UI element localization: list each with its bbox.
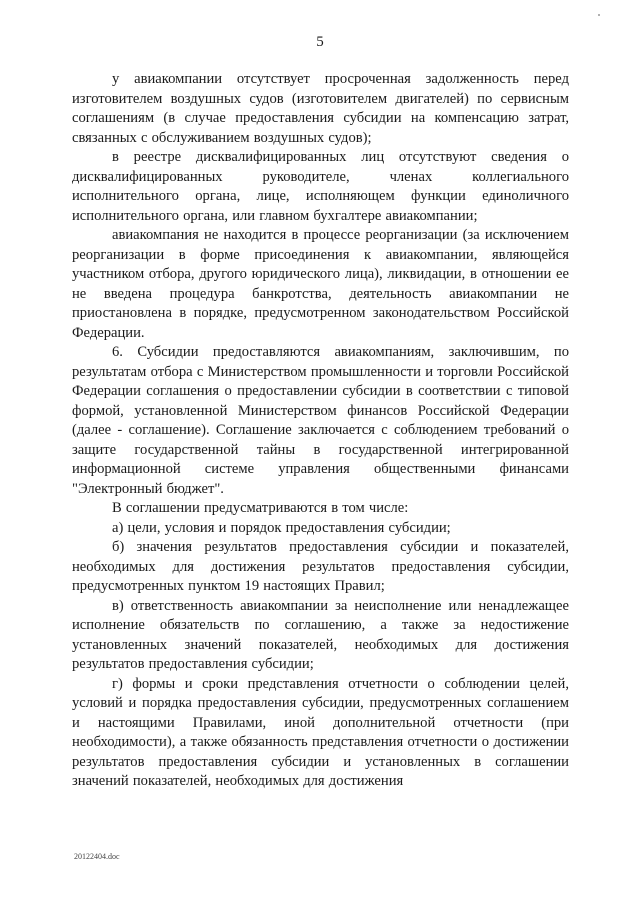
page-number: 5 — [316, 34, 324, 50]
footer-document-code: 20122404.doc — [74, 852, 120, 861]
document-body — [72, 70, 569, 792]
paragraph-agreement-provides: В соглашении предусматриваются в том числе: — [112, 500, 409, 516]
paragraph-no-reorganization: авиакомпания не находится в процессе реорганизации (за исключением реорганизации в форме присоединения к авиакомпании, являющейся участником отбора, другого юридического лица), ликвидации, в отношении ее не введена процедура банкротства, деятельность авиакомпании не приостановлена в порядке, предусмотренном законодательством Российской Федерации. — [72, 227, 569, 341]
paragraph-item-a: а) цели, условия и порядок предоставления субсидии; — [112, 519, 451, 536]
scan-dot-mark — [598, 14, 600, 16]
paragraph-no-overdue-debt: у авиакомпании отсутствует просроченная задолженность перед изготовителем воздушных судов (изготовителем двигателей) по сервисным соглашениям (в случае предоставления субсидии на компенсацию затрат, связанных с обслуживанием воздушных судов); — [72, 71, 569, 146]
paragraph-item-b: б) значения результатов предоставления субсидии и показателей, необходимых для достижения результатов предоставления субсидии, предусмотренных пунктом 19 настоящих Правил; — [72, 539, 569, 594]
paragraph-disqualified-persons: в реестре дисквалифицированных лиц отсутствуют сведения о дисквалифицированных руководителе, членах коллегиального исполнительного органа, лице, исполняющем функции единоличного исполнительного органа, или главном бухгалтере авиакомпании; — [72, 149, 569, 224]
paragraph-item-v: в) ответственность авиакомпании за неисполнение или ненадлежащее исполнение обязательств по соглашению, а также за недостижение установленных значений показателей, необходимых для достижения результатов предоставления субсидии; — [72, 597, 569, 672]
paragraph-6-subsidies: 6. Субсидии предоставляются авиакомпаниям, заключившим, по результатам отбора с Министерством промышленности и торговли Российской Федерации соглашения о предоставлении субсидии в соответствии с типовой формой, установленной Министерством финансов Российской Федерации (далее - соглашение). Соглашение заключается с соблюдением требований о защите государственной тайны в государственной интегрированной информационной системе управления общественными финансами "Электронный бюджет". — [72, 344, 569, 497]
paragraph-item-g: г) формы и сроки представления отчетности о соблюдении целей, условий и порядка предоставления субсидии, предусмотренных соглашением и настоящими Правилами, иной дополнительной отчетности (при необходимости), а также обязанность представления отчетности о достижении результатов предоставления субсидии и установленных в соглашении значений показателей, необходимых для достижения — [72, 675, 569, 789]
